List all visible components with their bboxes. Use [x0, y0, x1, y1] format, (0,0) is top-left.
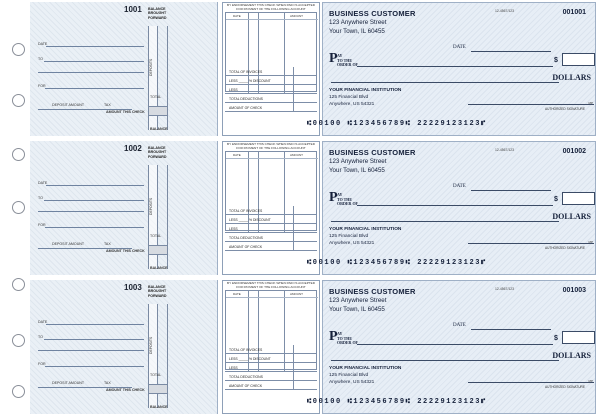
micr-routing: ⑆123456789⑆ — [347, 120, 412, 128]
balance-brought-forward-label: BALANCE BROUGHT FORWARD — [148, 7, 167, 20]
tax-label: TAX — [104, 381, 111, 385]
check-number: 001002 — [562, 148, 586, 155]
balance-label: BALANCE — [150, 266, 168, 270]
deposits-label: DEPOSITS — [149, 197, 153, 215]
bank-name: YOUR FINANCIAL INSTITUTION — [329, 88, 402, 93]
total-invoices-label: TOTAL OF INVOICES — [229, 348, 263, 352]
tax-label: TAX — [104, 242, 111, 246]
stub-for-line — [45, 227, 144, 228]
binder-hole-icon — [12, 385, 25, 398]
micr-routing: ⑆123456789⑆ — [347, 259, 412, 267]
stub-date-label: DATE — [38, 181, 48, 185]
binder-hole-icon — [12, 334, 25, 347]
voucher-row-line — [226, 19, 318, 20]
tax-label: TAX — [104, 103, 111, 107]
signature-label: AUTHORIZED SIGNATURE — [545, 246, 585, 250]
stub-total-label: TOTAL — [150, 234, 162, 238]
stub-for-line — [45, 88, 144, 89]
voucher-amount-of-check — [225, 381, 317, 390]
stub-for-label: FOR — [38, 362, 46, 366]
amount-this-check-label: AMOUNT THIS CHECK — [106, 110, 145, 114]
business-name: BUSINESS CUSTOMER — [329, 148, 416, 157]
date-label: DATE — [453, 45, 466, 50]
business-address-line2: Your Town, IL 60455 — [329, 28, 385, 35]
voucher-header: BY ENDORSEMENT THIS CHECK WHEN PAID IS ACCEPTED FOR PAYMENT OF THE FOLLOWING ACCOUNT — [227, 281, 315, 289]
amount-this-check-label: AMOUNT THIS CHECK — [106, 388, 145, 392]
stub-to-line — [44, 200, 144, 201]
amount-this-check-box[interactable] — [148, 384, 168, 394]
stub-number: 1003 — [124, 283, 142, 292]
check-stub — [30, 141, 218, 275]
payee-line[interactable] — [357, 205, 553, 206]
voucher-less — [225, 85, 317, 94]
check-number: 001003 — [562, 287, 586, 294]
business-address-line1: 123 Anywhere Street — [329, 158, 387, 165]
stub-date-line — [46, 46, 144, 47]
check-row — [30, 139, 596, 276]
fractional-code: 12-4567/123 — [495, 9, 515, 13]
micr-line — [307, 259, 487, 267]
bank-address-line1: 125 Financial Blvd — [329, 373, 369, 378]
check-stub — [30, 2, 218, 136]
dollar-sign: $ — [554, 196, 558, 203]
less-label: LESS — [229, 88, 238, 92]
stub-to-line — [44, 339, 144, 340]
check-row — [30, 278, 596, 415]
deposits-label: DEPOSITS — [149, 336, 153, 354]
binder-hole-icon — [12, 43, 25, 56]
dollar-sign: $ — [554, 335, 558, 342]
amount-box[interactable] — [562, 192, 595, 205]
amount-this-check-label: AMOUNT THIS CHECK — [106, 249, 145, 253]
dollars-label: DOLLARS — [552, 212, 591, 221]
less-label: LESS — [229, 366, 238, 370]
balance-label: BALANCE — [150, 405, 168, 409]
voucher-less — [225, 363, 317, 372]
pay-letter: P — [329, 51, 338, 66]
deposit-amount-label: DEPOSIT AMOUNT — [52, 381, 85, 385]
voucher-amount-of-check — [225, 242, 317, 251]
amount-of-check-label: AMOUNT OF CHECK — [229, 106, 263, 110]
written-amount-line[interactable] — [331, 221, 559, 222]
voucher-amount-of-check — [225, 103, 317, 112]
amount-of-check-label: AMOUNT OF CHECK — [229, 245, 263, 249]
binder-hole-icon — [12, 201, 25, 214]
binder-hole-icon — [12, 278, 25, 291]
less-discount-label: LESS _____ % DISCOUNT — [229, 79, 271, 83]
binder-hole-icon — [12, 94, 25, 107]
bank-name: YOUR FINANCIAL INSTITUTION — [329, 366, 402, 371]
bank-name: YOUR FINANCIAL INSTITUTION — [329, 227, 402, 232]
amount-of-check-label: AMOUNT OF CHECK — [229, 384, 263, 388]
voucher-date-header: DATE — [233, 292, 241, 296]
amount-box[interactable] — [562, 331, 595, 344]
voucher-total-deductions — [225, 233, 317, 242]
pay-to-order-label: AY TO THE ORDER OF — [337, 331, 358, 346]
stub-total-label: TOTAL — [150, 95, 162, 99]
micr-account: 22229123123⑈ — [417, 120, 487, 128]
stub-date-label: DATE — [38, 320, 48, 324]
less-label: LESS — [229, 227, 238, 231]
date-line[interactable] — [471, 190, 551, 191]
check — [307, 141, 596, 275]
stub-to-label: TO — [38, 335, 43, 339]
stub-line — [38, 211, 144, 212]
micr-account: 22229123123⑈ — [417, 259, 487, 267]
less-discount-label: LESS _____ % DISCOUNT — [229, 357, 271, 361]
written-amount-line[interactable] — [331, 360, 559, 361]
payee-line[interactable] — [357, 66, 553, 67]
check-number: 001001 — [562, 9, 586, 16]
micr-account: 22229123123⑈ — [417, 398, 487, 406]
signature-label: AUTHORIZED SIGNATURE — [545, 385, 585, 389]
stub-total-label: TOTAL — [150, 373, 162, 377]
mp-label: MP — [588, 240, 593, 244]
stub-date-line — [46, 185, 144, 186]
bank-address-line1: 125 Financial Blvd — [329, 234, 369, 239]
date-label: DATE — [453, 323, 466, 328]
amount-this-check-box[interactable] — [148, 245, 168, 255]
bank-address-line2: Anywhere, US 54321 — [329, 380, 375, 385]
stub-line — [38, 72, 144, 73]
bank-address-line1: 125 Financial Blvd — [329, 95, 369, 100]
dollar-sign: $ — [554, 57, 558, 64]
stub-for-label: FOR — [38, 223, 46, 227]
fractional-code: 12-4567/123 — [495, 287, 515, 291]
binder-hole-icon — [12, 148, 25, 161]
deposits-label: DEPOSITS — [149, 58, 153, 76]
pay-to-order-label: AY TO THE ORDER OF — [337, 192, 358, 207]
voucher-amount-header: AMOUNT — [290, 14, 303, 18]
date-line[interactable] — [471, 329, 551, 330]
deposit-amount-label: DEPOSIT AMOUNT — [52, 103, 85, 107]
total-deductions-label: TOTAL DEDUCTIONS — [229, 375, 263, 379]
date-label: DATE — [453, 184, 466, 189]
dollars-label: DOLLARS — [552, 351, 591, 360]
stub-date-line — [46, 324, 144, 325]
stub-to-label: TO — [38, 57, 43, 61]
voucher-less — [225, 224, 317, 233]
bank-address-line2: Anywhere, US 54321 — [329, 241, 375, 246]
written-amount-line[interactable] — [331, 82, 559, 83]
payee-line[interactable] — [357, 344, 553, 345]
bank-address-line2: Anywhere, US 54321 — [329, 102, 375, 107]
voucher-less-discount — [225, 215, 317, 224]
balance-brought-forward-label: BALANCE BROUGHT FORWARD — [148, 285, 167, 298]
balance-brought-forward-label: BALANCE BROUGHT FORWARD — [148, 146, 167, 159]
voucher-less-discount — [225, 354, 317, 363]
voucher-date-header: DATE — [233, 153, 241, 157]
stub-to-line — [44, 61, 144, 62]
total-deductions-label: TOTAL DEDUCTIONS — [229, 97, 263, 101]
micr-check-number: ⑆00100 — [307, 398, 342, 406]
pay-letter: P — [329, 190, 338, 205]
voucher-amount-header: AMOUNT — [290, 292, 303, 296]
voucher — [222, 2, 320, 136]
stub-date-label: DATE — [38, 42, 48, 46]
business-address-line1: 123 Anywhere Street — [329, 297, 387, 304]
business-name: BUSINESS CUSTOMER — [329, 9, 416, 18]
deposit-amount-label: DEPOSIT AMOUNT — [52, 242, 85, 246]
check — [307, 280, 596, 414]
voucher-row-line — [226, 158, 318, 159]
voucher-total-deductions — [225, 372, 317, 381]
pay-to-order-label: AY TO THE ORDER OF — [337, 53, 358, 68]
stub-line — [38, 350, 144, 351]
mp-label: MP — [588, 101, 593, 105]
check-stub — [30, 280, 218, 414]
fractional-code: 12-4567/123 — [495, 148, 515, 152]
voucher-amount-header: AMOUNT — [290, 153, 303, 157]
mp-label: MP — [588, 379, 593, 383]
less-discount-label: LESS _____ % DISCOUNT — [229, 218, 271, 222]
date-line[interactable] — [471, 51, 551, 52]
total-invoices-label: TOTAL OF INVOICES — [229, 209, 263, 213]
stub-to-label: TO — [38, 196, 43, 200]
voucher-total-invoices — [225, 345, 317, 354]
voucher-total-deductions — [225, 94, 317, 103]
voucher-header: BY ENDORSEMENT THIS CHECK WHEN PAID IS ACCEPTED FOR PAYMENT OF THE FOLLOWING ACCOUNT — [227, 3, 315, 11]
check — [307, 2, 596, 136]
amount-this-check-box[interactable] — [148, 106, 168, 116]
amount-box[interactable] — [562, 53, 595, 66]
voucher-total-invoices — [225, 67, 317, 76]
balance-label: BALANCE — [150, 127, 168, 131]
micr-check-number: ⑆00100 — [307, 259, 342, 267]
check-row — [30, 0, 596, 137]
signature-line[interactable] — [468, 382, 594, 383]
stub-number: 1001 — [124, 5, 142, 14]
voucher-less-discount — [225, 76, 317, 85]
micr-line — [307, 120, 487, 128]
micr-routing: ⑆123456789⑆ — [347, 398, 412, 406]
stub-for-line — [45, 366, 144, 367]
signature-line[interactable] — [468, 243, 594, 244]
signature-label: AUTHORIZED SIGNATURE — [545, 107, 585, 111]
voucher — [222, 141, 320, 275]
voucher-header: BY ENDORSEMENT THIS CHECK WHEN PAID IS ACCEPTED FOR PAYMENT OF THE FOLLOWING ACCOUNT — [227, 142, 315, 150]
micr-line — [307, 398, 487, 406]
business-address-line1: 123 Anywhere Street — [329, 19, 387, 26]
business-address-line2: Your Town, IL 60455 — [329, 167, 385, 174]
voucher — [222, 280, 320, 414]
business-address-line2: Your Town, IL 60455 — [329, 306, 385, 313]
stub-number: 1002 — [124, 144, 142, 153]
voucher-date-header: DATE — [233, 14, 241, 18]
voucher-total-invoices — [225, 206, 317, 215]
micr-check-number: ⑆00100 — [307, 120, 342, 128]
pay-letter: P — [329, 329, 338, 344]
dollars-label: DOLLARS — [552, 73, 591, 82]
stub-for-label: FOR — [38, 84, 46, 88]
business-name: BUSINESS CUSTOMER — [329, 287, 416, 296]
voucher-row-line — [226, 297, 318, 298]
total-deductions-label: TOTAL DEDUCTIONS — [229, 236, 263, 240]
signature-line[interactable] — [468, 104, 594, 105]
total-invoices-label: TOTAL OF INVOICES — [229, 70, 263, 74]
